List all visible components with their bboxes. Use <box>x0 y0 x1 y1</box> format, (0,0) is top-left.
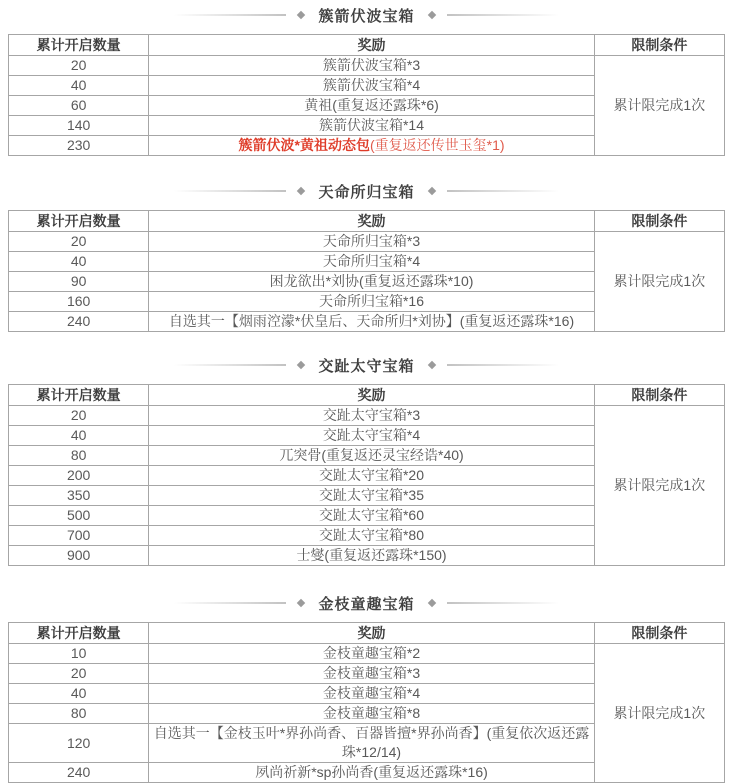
chest-section <box>0 356 733 566</box>
reward-cell: 交趾太守宝箱*4 <box>149 426 594 446</box>
reward-cell: 交趾太守宝箱*35 <box>149 486 594 506</box>
diamond-icon <box>427 11 435 19</box>
table-row <box>9 406 725 426</box>
reward-cell: 簇箭伏波宝箱*3 <box>149 56 594 76</box>
count-cell: 20 <box>9 56 149 76</box>
reward-cell: 天命所归宝箱*16 <box>149 292 594 312</box>
section-title: 簇箭伏波宝箱 <box>318 7 415 25</box>
count-cell: 40 <box>9 426 149 446</box>
decor-line-left <box>174 190 286 192</box>
reward-cell: 天命所归宝箱*4 <box>149 252 594 272</box>
reward-cell: 金枝童趣宝箱*4 <box>149 684 594 704</box>
highlight-reward-name: 簇箭伏波*黄祖动态包 <box>238 137 370 153</box>
count-cell: 160 <box>9 292 149 312</box>
decor-line-left <box>174 602 286 604</box>
column-header-count: 累计开启数量 <box>9 385 149 406</box>
table-row <box>9 56 725 76</box>
count-cell: 80 <box>9 704 149 724</box>
column-header-restriction: 限制条件 <box>594 385 724 406</box>
count-cell: 350 <box>9 486 149 506</box>
reward-cell: 困龙欲出*刘协(重复返还露珠*10) <box>149 272 594 292</box>
reward-cell: 黄祖(重复返还露珠*6) <box>149 96 594 116</box>
count-cell: 60 <box>9 96 149 116</box>
section-title-row <box>0 356 733 374</box>
column-header-reward: 奖励 <box>149 211 594 232</box>
reward-table <box>8 210 725 332</box>
section-title-row <box>0 182 733 200</box>
diamond-icon <box>297 599 305 607</box>
table-row <box>9 232 725 252</box>
reward-cell: 金枝童趣宝箱*3 <box>149 664 594 684</box>
reward-table <box>8 622 725 783</box>
column-header-count: 累计开启数量 <box>9 623 149 644</box>
count-cell: 700 <box>9 526 149 546</box>
column-header-restriction: 限制条件 <box>594 211 724 232</box>
reward-table <box>8 34 725 156</box>
column-header-count: 累计开启数量 <box>9 35 149 56</box>
chest-section <box>0 6 733 156</box>
diamond-icon <box>297 187 305 195</box>
column-header-reward: 奖励 <box>149 623 594 644</box>
reward-cell: 金枝童趣宝箱*8 <box>149 704 594 724</box>
count-cell: 120 <box>9 724 149 763</box>
reward-cell: 自选其一【金枝玉叶*界孙尚香、百器皆擅*界孙尚香】(重复依次返还露珠*12/14) <box>149 724 594 763</box>
reward-cell: 交趾太守宝箱*60 <box>149 506 594 526</box>
decor-line-right <box>447 602 559 604</box>
decor-line-right <box>447 14 559 16</box>
header-row <box>9 623 725 644</box>
count-cell: 500 <box>9 506 149 526</box>
header-row <box>9 385 725 406</box>
section-title-row <box>0 6 733 24</box>
column-header-reward: 奖励 <box>149 35 594 56</box>
reward-cell: 簇箭伏波宝箱*4 <box>149 76 594 96</box>
table-row <box>9 644 725 664</box>
count-cell: 80 <box>9 446 149 466</box>
count-cell: 240 <box>9 763 149 783</box>
column-header-reward: 奖励 <box>149 385 594 406</box>
decor-line-right <box>447 190 559 192</box>
reward-cell: 兀突骨(重复返还灵宝经诰*40) <box>149 446 594 466</box>
count-cell: 40 <box>9 252 149 272</box>
diamond-icon <box>297 11 305 19</box>
count-cell: 20 <box>9 406 149 426</box>
highlight-reward-note: (重复返还传世玉玺*1) <box>369 137 505 153</box>
reward-cell: 簇箭伏波宝箱*14 <box>149 116 594 136</box>
reward-cell: 自选其一【烟雨涳濛*伏皇后、天命所归*刘协】(重复返还露珠*16) <box>149 312 594 332</box>
count-cell: 140 <box>9 116 149 136</box>
reward-cell: 士燮(重复返还露珠*150) <box>149 546 594 566</box>
reward-cell: 天命所归宝箱*3 <box>149 232 594 252</box>
column-header-count: 累计开启数量 <box>9 211 149 232</box>
restriction-cell: 累计限完成1次 <box>594 56 724 156</box>
reward-cell: 金枝童趣宝箱*2 <box>149 644 594 664</box>
reward-cell: 交趾太守宝箱*20 <box>149 466 594 486</box>
reward-cell: 交趾太守宝箱*3 <box>149 406 594 426</box>
count-cell: 40 <box>9 76 149 96</box>
section-title-row <box>0 594 733 612</box>
count-cell: 200 <box>9 466 149 486</box>
diamond-icon <box>297 361 305 369</box>
column-header-restriction: 限制条件 <box>594 623 724 644</box>
restriction-cell: 累计限完成1次 <box>594 644 724 783</box>
chest-section <box>0 594 733 783</box>
reward-table <box>8 384 725 566</box>
count-cell: 40 <box>9 684 149 704</box>
count-cell: 20 <box>9 664 149 684</box>
diamond-icon <box>427 361 435 369</box>
header-row <box>9 35 725 56</box>
count-cell: 10 <box>9 644 149 664</box>
count-cell: 90 <box>9 272 149 292</box>
reward-cell: 夙尚祈新*sp孙尚香(重复返还露珠*16) <box>149 763 594 783</box>
section-title: 金枝童趣宝箱 <box>318 595 415 613</box>
reward-cell <box>149 136 594 156</box>
section-title: 天命所归宝箱 <box>318 183 415 201</box>
header-row <box>9 211 725 232</box>
restriction-cell: 累计限完成1次 <box>594 232 724 332</box>
chest-section <box>0 182 733 332</box>
diamond-icon <box>427 187 435 195</box>
diamond-icon <box>427 599 435 607</box>
column-header-restriction: 限制条件 <box>594 35 724 56</box>
count-cell: 230 <box>9 136 149 156</box>
count-cell: 900 <box>9 546 149 566</box>
count-cell: 240 <box>9 312 149 332</box>
section-title: 交趾太守宝箱 <box>318 357 415 375</box>
decor-line-right <box>447 364 559 366</box>
count-cell: 20 <box>9 232 149 252</box>
decor-line-left <box>174 364 286 366</box>
restriction-cell: 累计限完成1次 <box>594 406 724 566</box>
reward-cell: 交趾太守宝箱*80 <box>149 526 594 546</box>
decor-line-left <box>174 14 286 16</box>
